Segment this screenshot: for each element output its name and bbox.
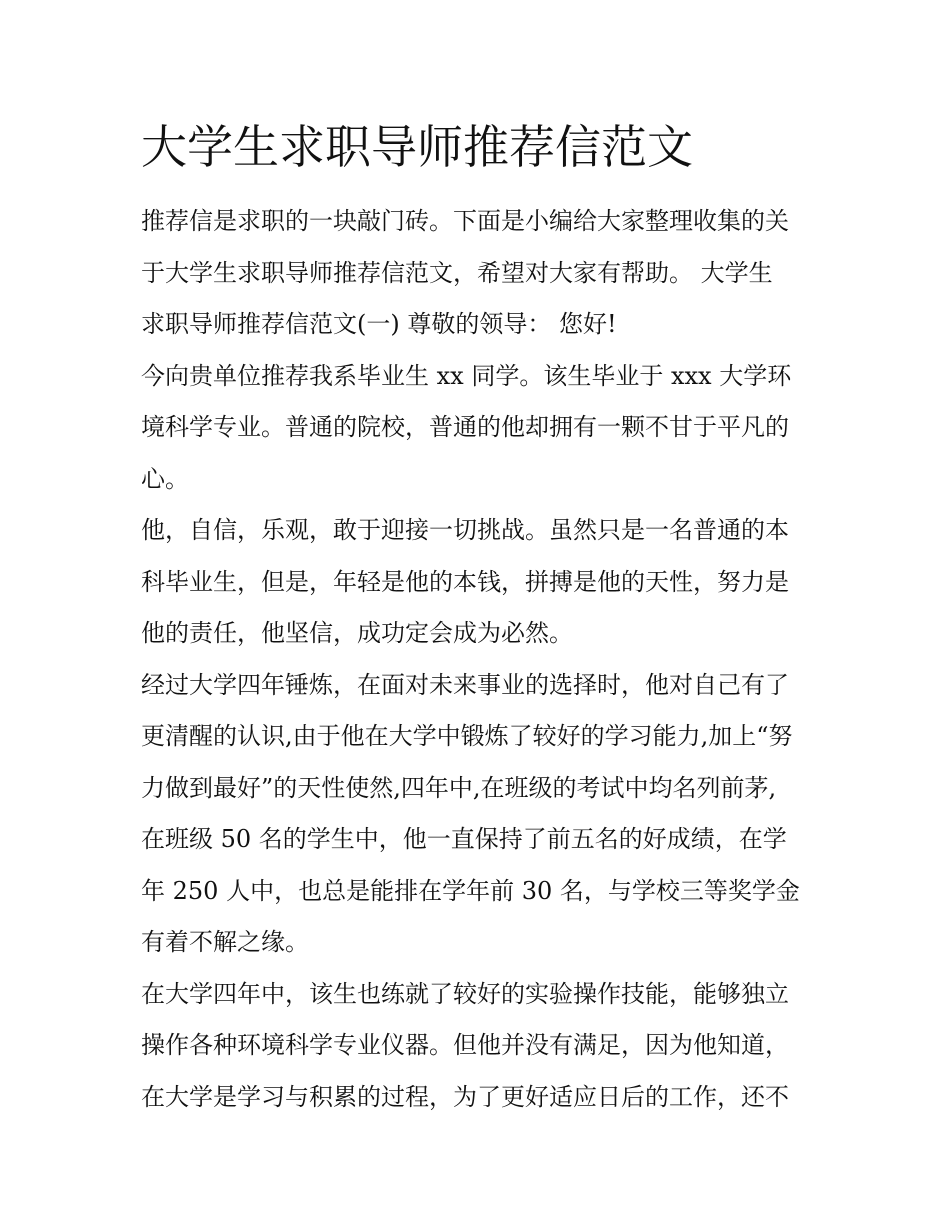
body-line: 心。 <box>141 464 189 493</box>
body-line: 年 250 人中，也总是能排在学年前 30 名，与学校三等奖学金 <box>141 876 800 905</box>
body-line: 力做到最好”的天性使然,四年中,在班级的考试中均名列前茅, <box>141 773 777 802</box>
body-line: 科毕业生，但是，年轻是他的本钱，拼搏是他的天性，努力是 <box>141 567 789 596</box>
body-line: 在大学是学习与积累的过程，为了更好适应日后的工作，还不 <box>141 1082 789 1111</box>
body-line: 于大学生求职导师推荐信范文，希望对大家有帮助。 大学生 <box>141 258 773 287</box>
body-line: 操作各种环境科学专业仪器。但他并没有满足，因为他知道， <box>141 1031 789 1059</box>
body-line: 有着不解之缘。 <box>141 928 309 956</box>
body-line: 更清醒的认识,由于他在大学中锻炼了较好的学习能力,加上“努 <box>141 722 793 750</box>
body-line: 在班级 50 名的学生中，他一直保持了前五名的好成绩，在学 <box>141 825 787 853</box>
body-line: 推荐信是求职的一块敲门砖。下面是小编给大家整理收集的关 <box>141 207 789 235</box>
document-body <box>141 196 821 1123</box>
body-line: 求职导师推荐信范文(一) 尊敬的领导： 您好! <box>141 310 617 338</box>
body-line: 经过大学四年锤炼，在面对未来事业的选择时，他对自己有了 <box>141 670 789 699</box>
body-line: 在大学四年中，该生也练就了较好的实验操作技能，能够独立 <box>141 979 789 1008</box>
body-line: 今向贵单位推荐我系毕业生 xx 同学。该生毕业于 xxx 大学环 <box>141 361 792 390</box>
body-line: 他的责任，他坚信，成功定会成为必然。 <box>141 619 573 647</box>
body-line: 境科学专业。普通的院校，普通的他却拥有一颗不甘于平凡的 <box>141 413 789 441</box>
document-title: 大学生求职导师推荐信范文 <box>141 120 693 174</box>
body-line: 他，自信，乐观，敢于迎接一切挑战。虽然只是一名普通的本 <box>141 516 789 544</box>
